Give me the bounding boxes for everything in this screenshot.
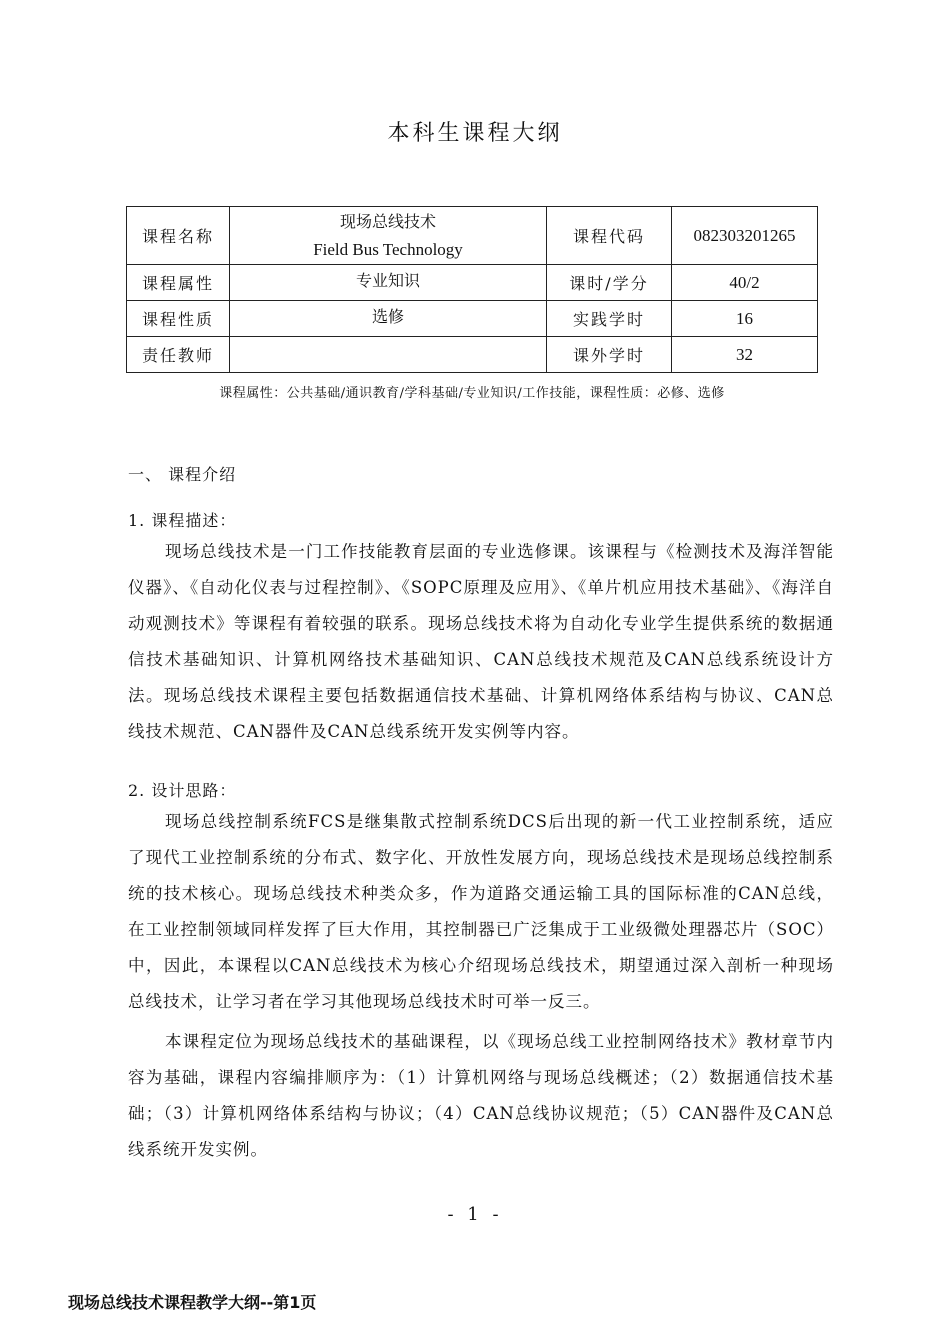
paragraph-design-1: 现场总线控制系统FCS是继集散式控制系统DCS后出现的新一代工业控制系统，适应了现代工业控制系统的分布式、数字化、开放性发展方向，现场总线技术是现场总线控制系统的技术核心。现场总线技术种类众多，作为道路交通运输工具的国际标准的CAN总线，在工业控制领域同样发挥了巨大作用，其控制器已广泛集成于工业级微处理器芯片（SOC）中，因此，本课程以CAN总线技术为核心介绍现场总线技术，期望通过深入剖析一种现场总线技术，让学习者在学习其他现场总线技术时可举一反三。	[128, 812, 834, 1011]
course-name-cell	[230, 207, 547, 265]
practice-hours-value: 16	[672, 301, 818, 337]
course-code: 082303201265	[672, 207, 818, 265]
course-name-en: Field Bus Technology	[313, 239, 463, 259]
course-name-label: 课程名称	[127, 207, 230, 265]
attribute-label: 课程属性	[127, 265, 230, 301]
teacher-label: 责任教师	[127, 337, 230, 373]
table-row	[127, 301, 818, 337]
table-note: 课程属性：公共基础/通识教育/学科基础/专业知识/工作技能，课程性质：必修、选修	[219, 386, 725, 401]
page-number: - 1 -	[447, 1204, 503, 1225]
course-info-table	[126, 206, 818, 373]
nature-value: 选修	[230, 301, 547, 337]
paragraph-design-2: 本课程定位为现场总线技术的基础课程，以《现场总线工业控制网络技术》教材章节内容为基础，课程内容编排顺序为：（1）计算机网络与现场总线概述；（2）数据通信技术基础；（3）计算机网络体系结构与协议；（4）CAN总线协议规范；（5）CAN器件及CAN总线系统开发实例。	[128, 1032, 834, 1159]
practice-hours-label: 实践学时	[547, 301, 672, 337]
footer-text: 现场总线技术课程教学大纲--第1页	[68, 1293, 317, 1312]
hours-label: 课时/学分	[547, 265, 672, 301]
subheading-design: 2. 设计思路：	[128, 781, 237, 800]
course-name-cn: 现场总线技术	[339, 211, 436, 231]
course-code-label: 课程代码	[547, 207, 672, 265]
nature-label: 课程性质	[127, 301, 230, 337]
page-title: 本科生课程大纲	[387, 121, 563, 146]
table-row	[127, 265, 818, 301]
table-row	[127, 337, 818, 373]
hours-value: 40/2	[672, 265, 818, 301]
teacher-value	[230, 337, 547, 373]
section-heading-intro: 一、 课程介绍	[128, 465, 237, 484]
extra-hours-label: 课外学时	[547, 337, 672, 373]
table-row	[127, 207, 818, 265]
paragraph-description: 现场总线技术是一门工作技能教育层面的专业选修课。该课程与《检测技术及海洋智能仪器》、《自动化仪表与过程控制》、《SOPC原理及应用》、《单片机应用技术基础》、《海洋自动观测技术》等课程有着较强的联系。现场总线技术将为自动化专业学生提供系统的数据通信技术基础知识、计算机网络技术基础知识、CAN总线技术规范及CAN总线系统设计方法。现场总线技术课程主要包括数据通信技术基础、计算机网络体系结构与协议、CAN总线技术规范、CAN器件及CAN总线系统开发实例等内容。	[128, 542, 834, 741]
subheading-description: 1. 课程描述：	[128, 511, 237, 530]
attribute-value: 专业知识	[230, 265, 547, 301]
extra-hours-value: 32	[672, 337, 818, 373]
